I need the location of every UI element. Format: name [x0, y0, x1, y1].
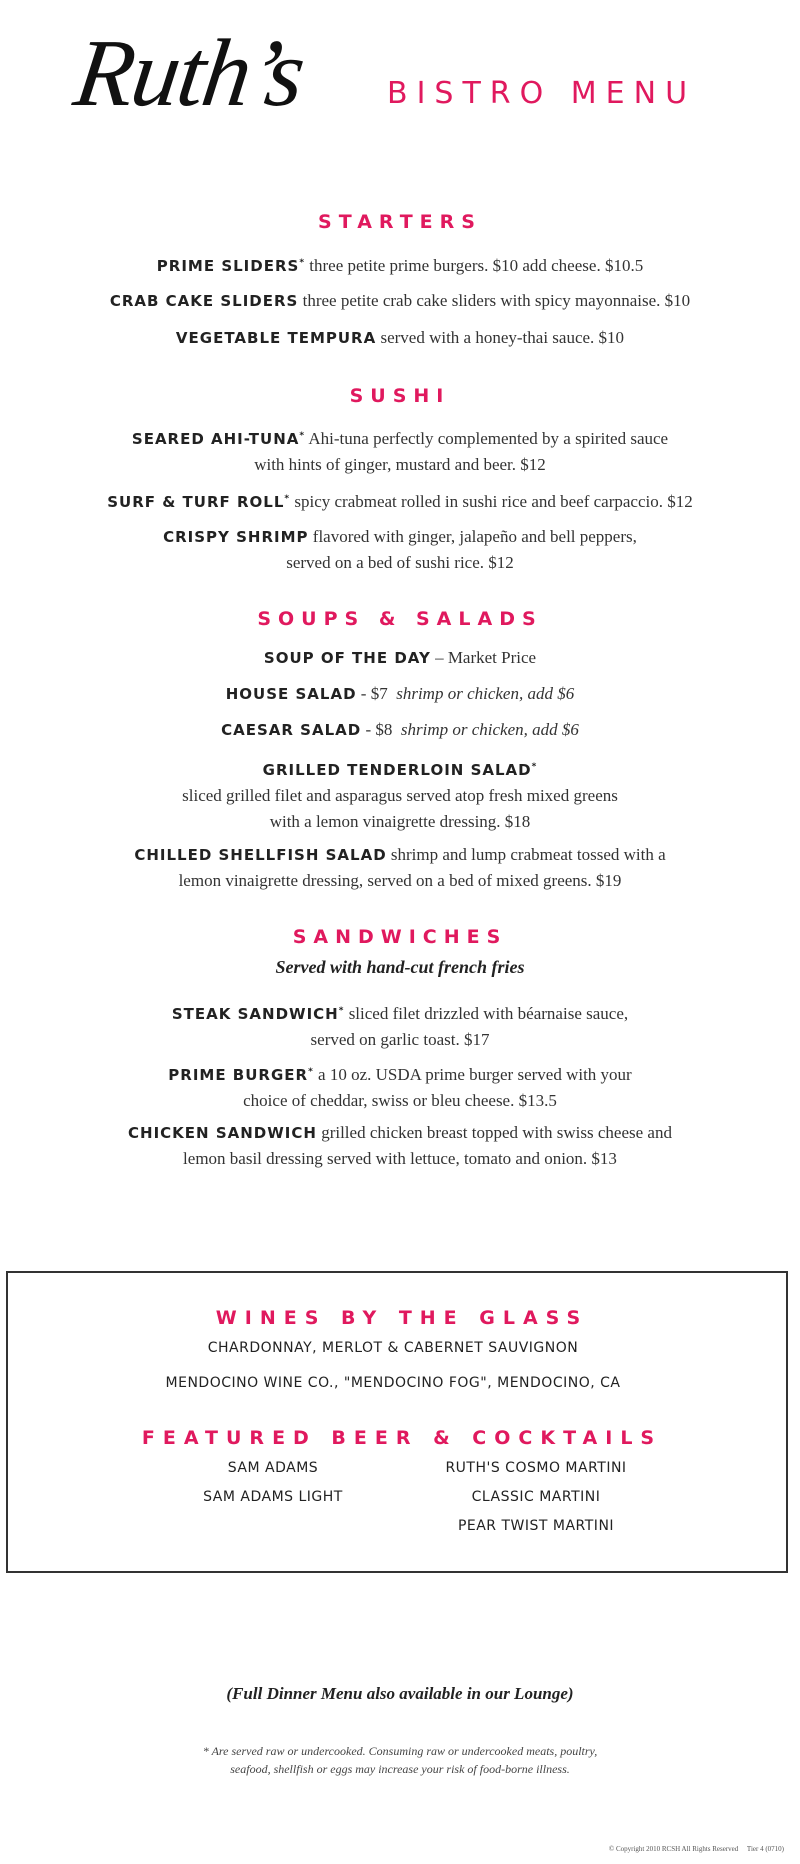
menu-item: STEAK SANDWICH* sliced filet drizzled with béarnaise sauce, served on garlic toast. $17: [171, 1004, 629, 1049]
item-desc: - $8: [361, 720, 401, 739]
cocktail-item: RUTH'S COSMO MARTINI: [445, 1460, 627, 1476]
menu-item: [30, 288, 770, 314]
item-desc: shrimp and lump crabmeat tossed with a: [386, 845, 666, 864]
menu-item: [30, 717, 770, 743]
item-name: STEAK SANDWICH: [171, 1005, 339, 1023]
menu-item: [30, 681, 770, 707]
section-title-starters: STARTERS: [318, 211, 482, 233]
menu-item: [30, 1120, 770, 1172]
sandwiches-note: Served with hand-cut french fries: [275, 957, 525, 977]
item-desc: – Market Price: [430, 648, 537, 667]
item-name: SOUP OF THE DAY: [263, 649, 431, 667]
item-name: SURF & TURF ROLL: [107, 493, 285, 511]
copyright: © Copyright 2010 RCSH All Rights Reserved Tier 4 (0710): [608, 1845, 784, 1853]
wine-line-2: MENDOCINO WINE CO., "MENDOCINO FOG", MENDOCINO, CA: [165, 1375, 621, 1391]
item-desc-line2: with a lemon vinaigrette dressing. $18: [269, 812, 531, 831]
menu-header: [0, 0, 800, 140]
item-name: CHICKEN SANDWICH: [128, 1124, 317, 1142]
section-title-wines: WINES BY THE GLASS: [215, 1307, 589, 1329]
item-desc: sliced grilled filet and asparagus served atop fresh mixed greens: [182, 786, 618, 805]
item-desc-line2: lemon vinaigrette dressing, served on a bed of mixed greens. $19: [178, 871, 622, 890]
item-desc: grilled chicken breast topped with swiss cheese and: [316, 1123, 672, 1142]
item-name: PRIME SLIDERS: [156, 257, 300, 275]
section-title-sandwiches: SANDWICHES: [292, 926, 508, 948]
beer-item: SAM ADAMS LIGHT: [203, 1489, 343, 1505]
item-name: CHILLED SHELLFISH SALAD: [134, 846, 387, 864]
item-desc-line2: served on a bed of sushi rice. $12: [286, 553, 514, 572]
section-title-soups-salads: SOUPS & SALADS: [257, 608, 543, 630]
item-desc: served with a honey-thai sauce. $10: [376, 328, 625, 347]
item-desc: three petite crab cake sliders with spicy mayonnaise. $10: [298, 291, 691, 310]
menu-item: PRIME BURGER* a 10 oz. USDA prime burger served with your choice of cheddar, swiss or bleu cheese. $13.5: [168, 1065, 632, 1110]
item-desc-line2: with hints of ginger, mustard and beer. $12: [254, 455, 546, 474]
disclaimer: [100, 1742, 700, 1778]
item-desc: three petite prime burgers. $10 add cheese. $10.5: [305, 256, 644, 275]
disclaimer-line-2: seafood, shellfish or eggs may increase your risk of food-borne illness.: [230, 1762, 570, 1776]
item-addon: shrimp or chicken, add $6: [396, 684, 575, 703]
item-desc: Ahi-tuna perfectly complemented by a spirited sauce: [305, 429, 669, 448]
item-addon: shrimp or chicken, add $6: [400, 720, 579, 739]
item-desc-line2: lemon basil dressing served with lettuce, tomato and onion. $13: [183, 1149, 617, 1168]
disclaimer-line-1: * Are served raw or undercooked. Consuming raw or undercooked meats, poultry,: [202, 1744, 598, 1758]
item-name: PRIME BURGER: [168, 1066, 309, 1084]
wine-line-1: CHARDONNAY, MERLOT & CABERNET SAUVIGNON: [207, 1340, 579, 1356]
menu-item: [30, 645, 770, 671]
menu-item: [30, 524, 770, 576]
item-desc: flavored with ginger, jalapeño and bell peppers,: [308, 527, 637, 546]
lounge-note: (Full Dinner Menu also available in our Lounge): [226, 1684, 574, 1703]
menu-title: BISTRO MENU: [387, 76, 697, 111]
item-name: HOUSE SALAD: [225, 685, 357, 703]
item-name: CRAB CAKE SLIDERS: [109, 292, 299, 310]
section-title-beer-cocktails: FEATURED BEER & COCKTAILS: [141, 1427, 663, 1449]
menu-item: [30, 325, 770, 351]
item-desc: spicy crabmeat rolled in sushi rice and beef carpaccio. $12: [290, 492, 693, 511]
item-name: CAESAR SALAD: [221, 721, 362, 739]
item-desc-line2: choice of cheddar, swiss or bleu cheese. $13.5: [243, 1091, 557, 1110]
menu-item: SURF & TURF ROLL* spicy crabmeat rolled in sushi rice and beef carpaccio. $12: [107, 492, 693, 511]
beer-item: SAM ADAMS: [227, 1460, 319, 1476]
drinks-box: [6, 1271, 788, 1573]
cocktail-item: PEAR TWIST MARTINI: [457, 1518, 615, 1534]
item-desc-line2: served on garlic toast. $17: [310, 1030, 490, 1049]
item-desc: - $7: [356, 684, 397, 703]
cocktail-item: CLASSIC MARTINI: [471, 1489, 601, 1505]
ruths-logo: Ruth’s: [68, 19, 310, 126]
section-title-sushi: SUSHI: [349, 385, 451, 407]
item-name: VEGETABLE TEMPURA: [175, 329, 377, 347]
menu-item: GRILLED TENDERLOIN SALAD* sliced grilled filet and asparagus served atop fresh mixed greens with a lemon vinaigrette dressing. $18: [182, 761, 618, 831]
menu-item: PRIME SLIDERS* three petite prime burgers. $10 add cheese. $10.5: [156, 256, 644, 275]
item-desc: a 10 oz. USDA prime burger served with your: [313, 1065, 632, 1084]
item-name: GRILLED TENDERLOIN SALAD: [262, 761, 532, 779]
menu-item: [30, 842, 770, 894]
item-name: SEARED AHI-TUNA: [131, 430, 300, 448]
item-desc: sliced filet drizzled with béarnaise sauce,: [344, 1004, 629, 1023]
item-name: CRISPY SHRIMP: [163, 528, 309, 546]
menu-item: SEARED AHI-TUNA* Ahi-tuna perfectly complemented by a spirited sauce with hints of ginger, mustard and beer. $12: [131, 429, 669, 474]
